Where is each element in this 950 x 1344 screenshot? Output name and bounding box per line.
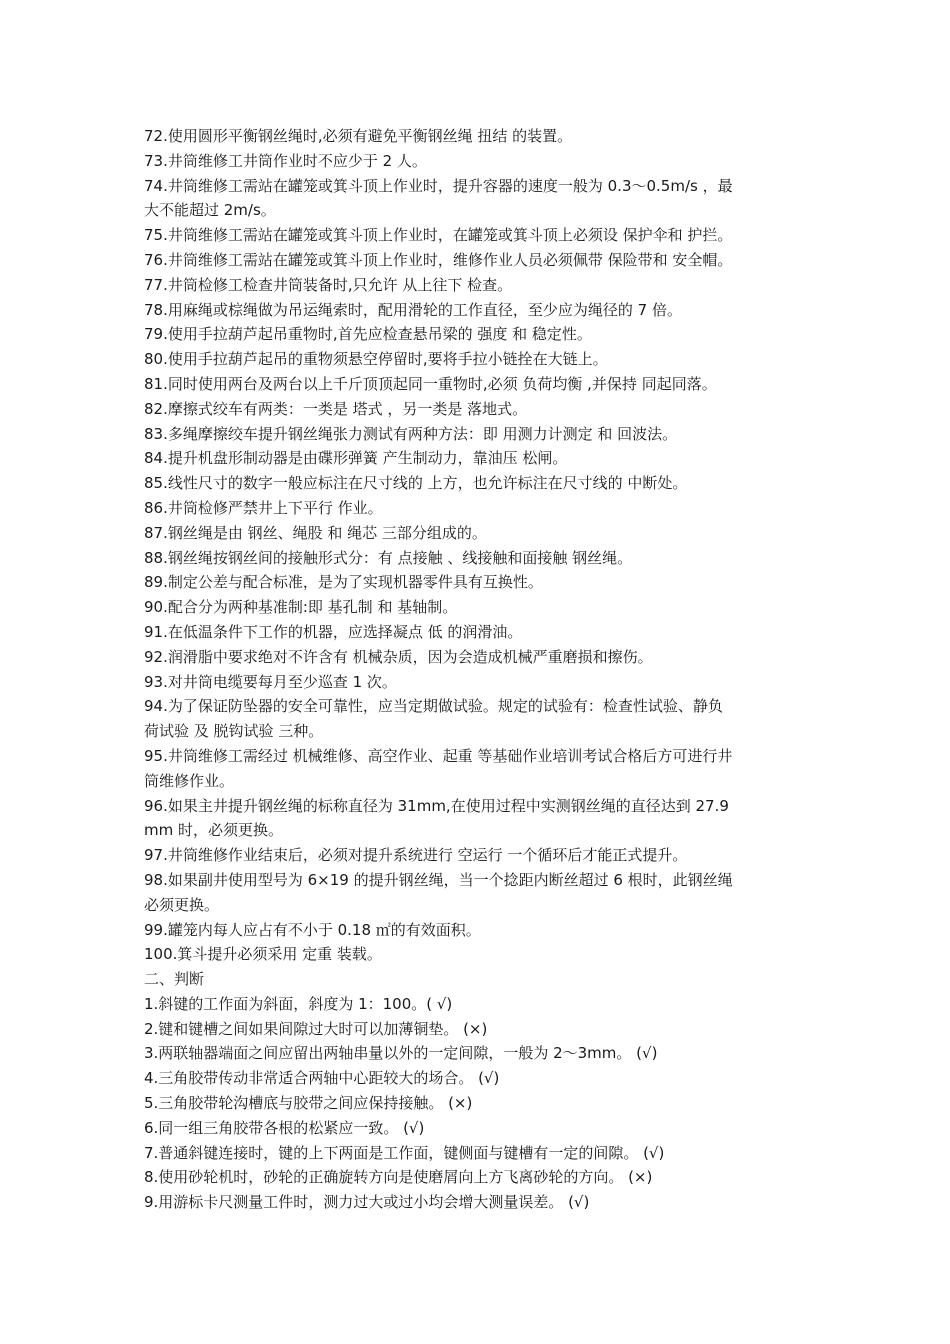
text-line: 筒维修作业。 — [144, 771, 235, 790]
text-line: mm 时，必须更换。 — [144, 821, 283, 840]
text-line: 82.摩擦式绞车有两类：一类是 塔式 ，另一类是 落地式。 — [144, 399, 528, 418]
text-line: 98.如果副井使用型号为 6×19 的提升钢丝绳，当一个捻距内断丝超过 6 根时，此钢丝绳 — [144, 870, 733, 889]
text-line: 87.钢丝绳是由 钢丝、绳股 和 绳芯 三部分组成的。 — [144, 523, 487, 542]
text-line: 4.三角胶带传动非常适合两轴中心距较大的场合。 (√) — [144, 1069, 500, 1088]
text-line: 2.键和键槽之间如果间隙过大时可以加薄铜垫。 (×) — [144, 1019, 488, 1038]
text-line: 79.使用手拉葫芦起吊重物时,首先应检查悬吊梁的 强度 和 稳定性。 — [144, 325, 592, 344]
text-line: 73.井筒维修工井筒作业时不应少于 2 人。 — [144, 151, 427, 170]
text-line: 1.斜键的工作面为斜面，斜度为 1：100。( √) — [144, 994, 453, 1013]
section-heading: 二、判断 — [144, 970, 205, 989]
text-line: 78.用麻绳或棕绳做为吊运绳索时，配用滑轮的工作直径，至少应为绳径的 7 倍。 — [144, 300, 682, 319]
text-line: 6.同一组三角胶带各根的松紧应一致。 (√) — [144, 1118, 425, 1137]
text-line: 荷试验 及 脱钩试验 三种。 — [144, 722, 324, 741]
text-line: 76.井筒维修工需站在罐笼或箕斗顶上作业时，维修作业人员必须佩带 保险带和 安全帽。 — [144, 250, 733, 269]
text-line: 9.用游标卡尺测量工件时，测力过大或过小均会增大测量误差。 (√) — [144, 1193, 590, 1212]
text-line: 85.线性尺寸的数字一般应标注在尺寸线的 上方，也允许标注在尺寸线的 中断处。 — [144, 474, 688, 493]
text-line: 89.制定公差与配合标准，是为了实现机器零件具有互换性。 — [144, 573, 543, 592]
text-line: 95.井筒维修工需经过 机械维修、高空作业、起重 等基础作业培训考试合格后方可进行井 — [144, 746, 733, 765]
text-line: 必须更换。 — [144, 895, 220, 914]
text-line: 7.普通斜键连接时，键的上下两面是工作面，键侧面与键槽有一定的间隙。 (√) — [144, 1143, 665, 1162]
text-line: 97.井筒维修作业结束后，必须对提升系统进行 空运行 一个循环后才能正式提升。 — [144, 846, 688, 865]
text-line: 72.使用圆形平衡钢丝绳时,必须有避免平衡钢丝绳 扭结 的装置。 — [144, 127, 573, 145]
text-line: 83.多绳摩擦绞车提升钢丝绳张力测试有两种方法：即 用测力计测定 和 回波法。 — [144, 424, 678, 443]
text-line: 93.对井筒电缆要每月至少巡查 1 次。 — [144, 672, 397, 691]
text-line: 92.润滑脂中要求绝对不许含有 机械杂质，因为会造成机械严重磨损和擦伤。 — [144, 647, 653, 666]
text-line: 5.三角胶带轮沟槽底与胶带之间应保持接触。 (×) — [144, 1094, 473, 1113]
document-body — [144, 124, 812, 1215]
text-line: 74.井筒维修工需站在罐笼或箕斗顶上作业时，提升容器的速度一般为 0.3～0.5m/s ，最 — [144, 176, 733, 195]
text-line: 94.为了保证防坠器的安全可靠性，应当定期做试验。规定的试验有：检查性试验、静负 — [144, 697, 723, 716]
text-line: 75.井筒维修工需站在罐笼或箕斗顶上作业时，在罐笼或箕斗顶上必须设 保护伞和 护拦。 — [144, 226, 733, 245]
text-line: 88.钢丝绳按钢丝间的接触形式分：有 点接触 、线接触和面接触 钢丝绳。 — [144, 548, 633, 567]
text-line: 99.罐笼内每人应占有不小于 0.18 ㎡的有效面积。 — [144, 920, 481, 939]
text-line: 77.井筒检修工检查井筒装备时,只允许 从上往下 检查。 — [144, 275, 513, 294]
text-line: 3.两联轴器端面之间应留出两轴串量以外的一定间隙，一般为 2～3mm。 (√) — [144, 1044, 658, 1063]
text-line: 100.箕斗提升必须采用 定重 装载。 — [144, 945, 382, 964]
text-line: 91.在低温条件下工作的机器，应选择凝点 低 的润滑油。 — [144, 622, 523, 641]
text-line: 90.配合分为两种基准制:即 基孔制 和 基轴制。 — [144, 598, 458, 617]
text-line: 81.同时使用两台及两台以上千斤顶顶起同一重物时,必须 负荷均衡 ,并保持 同起同落。 — [144, 374, 717, 393]
text-line: 86.井筒检修严禁井上下平行 作业。 — [144, 498, 383, 517]
text-line: 大不能超过 2m/s。 — [144, 201, 276, 220]
text-line: 80.使用手拉葫芦起吊的重物须悬空停留时,要将手拉小链拴在大链上。 — [144, 350, 608, 369]
text-line: 84.提升机盘形制动器是由碟形弹簧 产生制动力，靠油压 松闸。 — [144, 449, 568, 468]
text-line: 8.使用砂轮机时，砂轮的正确旋转方向是使磨屑向上方飞离砂轮的方向。 (×) — [144, 1168, 653, 1187]
text-line: 96.如果主井提升钢丝绳的标称直径为 31mm,在使用过程中实测钢丝绳的直径达到 27.9 — [144, 796, 729, 815]
